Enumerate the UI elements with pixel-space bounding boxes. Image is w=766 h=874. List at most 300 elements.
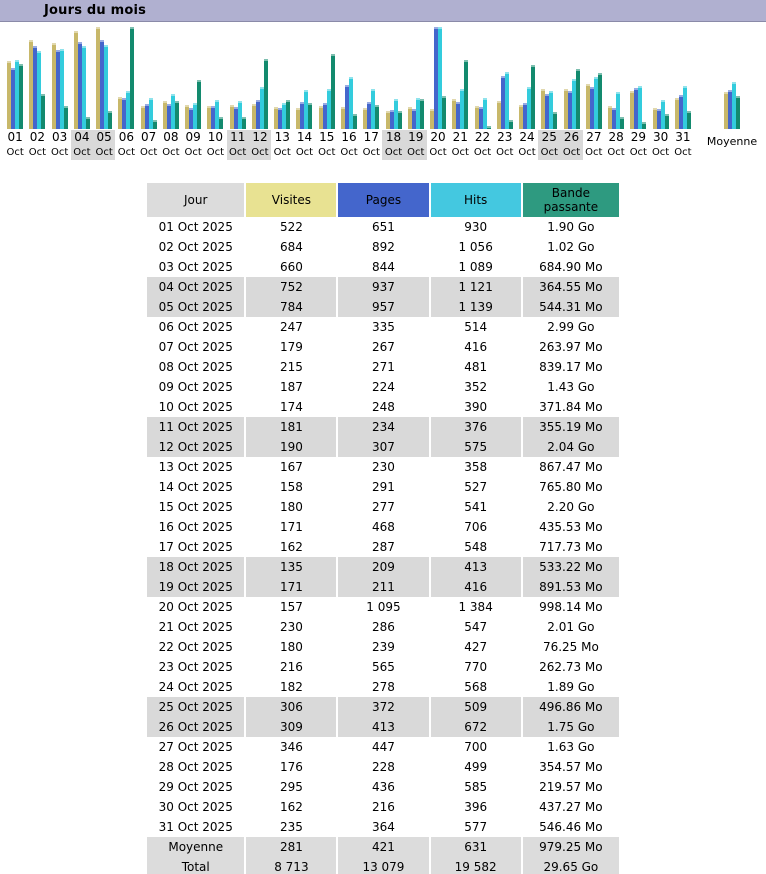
- table-body: [147, 217, 619, 874]
- cell-visites: 180: [279, 499, 303, 514]
- chart-x-label: [672, 130, 694, 160]
- chart-x-label-month: Oct: [251, 147, 269, 158]
- cell-visites: 346: [279, 739, 303, 754]
- chart-x-label-month: Oct: [229, 147, 247, 158]
- cell-hits: 1 056: [458, 239, 493, 254]
- chart-x-label-month: Oct: [140, 147, 158, 158]
- cell-hits: 499: [464, 759, 488, 774]
- summary-cell-pages: 421: [338, 837, 428, 857]
- cell-pages: 436: [371, 779, 395, 794]
- chart-bar-group: [382, 23, 404, 129]
- cell-pages: 286: [371, 619, 395, 634]
- cell-hits: 416: [464, 339, 488, 354]
- cell-visites: 235: [279, 819, 303, 834]
- chart-bar-bande-passante: [598, 23, 602, 129]
- chart-bar-bande-passante: [331, 23, 335, 129]
- chart-x-label: [583, 130, 605, 160]
- chart-bar-bande-passante: [576, 23, 580, 129]
- table-row: [147, 357, 619, 377]
- chart-plot-area: [4, 23, 694, 129]
- chart-x-label-month: Oct: [451, 147, 469, 158]
- column-header-pages[interactable]: Pages: [338, 183, 428, 217]
- cell-jour: 08 Oct 2025: [158, 359, 233, 374]
- cell-visites: 306: [246, 697, 336, 717]
- cell-visites: 180: [279, 639, 303, 654]
- chart-bar-bande-passante: [153, 23, 157, 129]
- cell-hits: 527: [464, 479, 488, 494]
- chart-x-label-month: Oct: [518, 147, 536, 158]
- cell-pages: 291: [371, 479, 395, 494]
- chart-x-label-day: 27: [586, 130, 602, 144]
- cell-pages: 277: [371, 499, 395, 514]
- chart-bars: [471, 23, 493, 129]
- cell-hits: 568: [464, 679, 488, 694]
- summary-cell-visites: 281: [246, 837, 336, 857]
- chart-x-label-month: Oct: [607, 147, 625, 158]
- cell-visites: 171: [246, 577, 336, 597]
- table-row: [147, 277, 619, 297]
- cell-hits: 577: [464, 819, 488, 834]
- page-title: Jours du mois: [44, 3, 147, 18]
- cell-visites: 181: [246, 417, 336, 437]
- chart-x-label-day: 06: [118, 130, 135, 144]
- chart-x-label: [649, 130, 671, 160]
- chart-bar-group: [405, 23, 427, 129]
- cell-visites: 182: [279, 679, 303, 694]
- cell-jour: 16 Oct 2025: [158, 519, 233, 534]
- chart-bars: [271, 23, 293, 129]
- chart-x-label-day: 31: [675, 130, 691, 144]
- chart-bars: [538, 23, 560, 129]
- cell-bande: 998.14 Mo: [539, 599, 603, 614]
- cell-visites: 684: [279, 239, 303, 254]
- chart-x-label-month: Oct: [73, 147, 91, 158]
- chart-bars: [338, 23, 360, 129]
- chart-bar-bande-passante: [398, 23, 402, 129]
- chart-x-label: [204, 130, 226, 160]
- cell-hits: 706: [464, 519, 488, 534]
- column-header-visites[interactable]: Visites: [246, 183, 336, 217]
- cell-hits: 376: [431, 417, 521, 437]
- chart-x-label-month: Oct: [496, 147, 514, 158]
- chart-bar-group: [360, 23, 382, 129]
- chart-x-label-day: 29: [630, 130, 646, 144]
- table-row: [147, 597, 619, 617]
- chart-x-label-day: 07: [141, 130, 157, 144]
- chart-bar-group: [427, 23, 449, 129]
- chart-bar-group: [471, 23, 493, 129]
- cell-hits: 390: [464, 399, 488, 414]
- table-row: [147, 577, 619, 597]
- chart-x-label: [271, 130, 293, 160]
- chart-bar-group: [249, 23, 271, 129]
- chart-x-label: [26, 130, 48, 160]
- table-summary-row: [147, 857, 619, 874]
- chart-x-label-day: 21: [452, 130, 468, 144]
- chart-bar-group: [338, 23, 360, 129]
- chart-bar-group: [160, 23, 182, 129]
- cell-jour: 31 Oct 2025: [158, 819, 233, 834]
- cell-bande: 839.17 Mo: [539, 359, 603, 374]
- cell-bande: 354.57 Mo: [539, 759, 603, 774]
- cell-jour: 02 Oct 2025: [158, 239, 233, 254]
- cell-jour: 12 Oct 2025: [147, 437, 244, 457]
- table-row: [147, 257, 619, 277]
- chart-x-label-day: 08: [163, 130, 179, 144]
- cell-bande: 546.46 Mo: [539, 819, 603, 834]
- cell-jour: 03 Oct 2025: [158, 259, 233, 274]
- cell-visites: 522: [279, 219, 303, 234]
- chart-x-label: [49, 130, 71, 160]
- chart-x-label: [71, 130, 93, 160]
- cell-visites: 230: [279, 619, 303, 634]
- cell-pages: 287: [371, 539, 395, 554]
- cell-pages: 372: [338, 697, 428, 717]
- cell-pages: 224: [371, 379, 395, 394]
- cell-pages: 271: [371, 359, 395, 374]
- cell-bande: 2.99 Go: [547, 319, 595, 334]
- chart-x-label: [627, 130, 649, 160]
- chart-x-label: [4, 130, 26, 160]
- cell-bande: 2.01 Go: [547, 619, 595, 634]
- cell-pages: 239: [371, 639, 395, 654]
- chart-bar-group: [93, 23, 115, 129]
- cell-bande: 76.25 Mo: [542, 639, 599, 654]
- table-row: [147, 477, 619, 497]
- table-row: [147, 757, 619, 777]
- cell-jour: 17 Oct 2025: [158, 539, 233, 554]
- chart-x-label: [427, 130, 449, 160]
- cell-hits: 548: [464, 539, 488, 554]
- chart-x-label-month: Oct: [273, 147, 291, 158]
- cell-jour: 22 Oct 2025: [158, 639, 233, 654]
- table-row: [147, 637, 619, 657]
- cell-bande: 1.89 Go: [547, 679, 595, 694]
- cell-pages: 209: [338, 557, 428, 577]
- table-row: [147, 217, 619, 237]
- chart-x-label-month: Oct: [117, 147, 136, 158]
- chart-x-label: [93, 130, 115, 160]
- chart-bar-bande-passante: [242, 23, 246, 129]
- cell-visites: 187: [279, 379, 303, 394]
- cell-jour: 20 Oct 2025: [158, 599, 233, 614]
- cell-jour: 28 Oct 2025: [158, 759, 233, 774]
- table-row: [147, 677, 619, 697]
- chart-x-label-day: 01: [7, 130, 23, 144]
- chart-bars: [449, 23, 471, 129]
- cell-hits: 700: [464, 739, 488, 754]
- chart-bar-group: [316, 23, 338, 129]
- chart-bar-group: [449, 23, 471, 129]
- cell-bande: 1.02 Go: [547, 239, 595, 254]
- chart-x-label-day: 26: [563, 130, 580, 144]
- days-of-month-table: [145, 183, 621, 874]
- section-title-bar: [0, 0, 766, 22]
- days-of-month-chart: [0, 23, 766, 165]
- chart-bar-bande-passante: [19, 23, 23, 129]
- cell-jour: 27 Oct 2025: [158, 739, 233, 754]
- cell-hits: 416: [431, 577, 521, 597]
- column-header-hits[interactable]: Hits: [431, 183, 521, 217]
- chart-x-label-day: 25: [541, 130, 557, 144]
- chart-x-label-month: Oct: [295, 147, 314, 158]
- summary-cell-bande: 979.25 Mo: [523, 837, 619, 857]
- table-row: [147, 617, 619, 637]
- cell-visites: 176: [279, 759, 303, 774]
- summary-cell-jour: Moyenne: [147, 837, 244, 857]
- cell-pages: 447: [371, 739, 395, 754]
- chart-average-bars: [700, 23, 764, 129]
- cell-bande: 684.90 Mo: [539, 259, 603, 274]
- days-of-month-table-wrap: [145, 183, 621, 874]
- cell-jour: 24 Oct 2025: [158, 679, 233, 694]
- cell-pages: 844: [371, 259, 395, 274]
- cell-visites: 179: [279, 339, 303, 354]
- cell-jour: 10 Oct 2025: [158, 399, 233, 414]
- chart-x-label-month: Oct: [674, 147, 692, 158]
- chart-bar-bande-passante: [642, 23, 646, 129]
- chart-x-label-month: Oct: [50, 147, 69, 158]
- chart-x-label-month: Oct: [206, 147, 225, 158]
- chart-x-label: [182, 130, 204, 160]
- cell-visites: 215: [279, 359, 303, 374]
- chart-x-label: [605, 130, 627, 160]
- cell-hits: 547: [464, 619, 488, 634]
- chart-x-label-month: Oct: [184, 147, 202, 158]
- cell-jour: 23 Oct 2025: [158, 659, 233, 674]
- chart-bar-bande-passante: [420, 23, 424, 129]
- cell-pages: 248: [371, 399, 395, 414]
- chart-x-label-day: 03: [52, 130, 68, 144]
- chart-bar-group: [4, 23, 26, 129]
- cell-bande: 891.53 Mo: [523, 577, 619, 597]
- chart-x-label-day: 17: [363, 130, 379, 144]
- chart-bars: [627, 23, 649, 129]
- cell-jour: 30 Oct 2025: [158, 799, 233, 814]
- chart-bar-group: [271, 23, 293, 129]
- chart-x-label-day: 23: [497, 130, 513, 144]
- cell-visites: 190: [246, 437, 336, 457]
- cell-hits: 1 384: [458, 599, 493, 614]
- chart-bars: [316, 23, 338, 129]
- chart-bars: [249, 23, 271, 129]
- cell-bande: 435.53 Mo: [539, 519, 603, 534]
- table-row: [147, 557, 619, 577]
- chart-bars: [204, 23, 226, 129]
- chart-bars: [494, 23, 516, 129]
- cell-jour: 21 Oct 2025: [158, 619, 233, 634]
- chart-x-label: [160, 130, 182, 160]
- table-row: [147, 297, 619, 317]
- cell-pages: 278: [371, 679, 395, 694]
- cell-pages: 892: [371, 239, 395, 254]
- cell-bande: 263.97 Mo: [539, 339, 603, 354]
- chart-bar-bande-passante: [487, 23, 491, 129]
- cell-pages: 211: [338, 577, 428, 597]
- chart-bars: [360, 23, 382, 129]
- chart-x-label-day: 19: [408, 130, 424, 144]
- table-row: [147, 737, 619, 757]
- chart-bar-bande-passante: [665, 23, 669, 129]
- chart-x-label: [471, 130, 493, 160]
- chart-bar-group: [583, 23, 605, 129]
- cell-jour: 11 Oct 2025: [147, 417, 244, 437]
- chart-x-label-month: Oct: [384, 147, 403, 158]
- chart-x-label-day: 14: [296, 130, 313, 144]
- chart-bar-bande-passante: [130, 23, 134, 129]
- chart-bar-group: [672, 23, 694, 129]
- chart-x-label: [449, 130, 471, 160]
- cell-visites: 157: [279, 599, 303, 614]
- chart-x-label-month: Oct: [28, 147, 47, 158]
- chart-bar-group: [560, 23, 582, 129]
- chart-bar-group: [494, 23, 516, 129]
- column-header-jour[interactable]: Jour: [147, 183, 244, 217]
- chart-x-label-month: Oct: [318, 147, 336, 158]
- table-row: [147, 377, 619, 397]
- chart-x-label: [382, 130, 404, 160]
- chart-x-label-month: Oct: [651, 147, 670, 158]
- chart-bar-bande-passante: [286, 23, 290, 129]
- chart-bars: [49, 23, 71, 129]
- cell-jour: 19 Oct 2025: [147, 577, 244, 597]
- cell-hits: 770: [464, 659, 488, 674]
- cell-jour: 09 Oct 2025: [158, 379, 233, 394]
- chart-x-label-month: Oct: [95, 147, 113, 158]
- chart-bar-group: [627, 23, 649, 129]
- chart-bar-group: [227, 23, 249, 129]
- cell-hits: 352: [464, 379, 488, 394]
- chart-x-label-day: 16: [341, 130, 357, 144]
- cell-hits: 1 121: [431, 277, 521, 297]
- chart-bar-bande-passante: [553, 23, 557, 129]
- cell-hits: 1 089: [458, 259, 493, 274]
- chart-bars: [516, 23, 538, 129]
- chart-bar-group: [605, 23, 627, 129]
- chart-x-label-day: 05: [96, 130, 112, 144]
- chart-x-label-day: 09: [185, 130, 201, 144]
- table-row: [147, 537, 619, 557]
- cell-visites: 135: [246, 557, 336, 577]
- table-row: [147, 717, 619, 737]
- table-row: [147, 497, 619, 517]
- chart-x-label-day: 13: [274, 130, 290, 144]
- cell-jour: 06 Oct 2025: [158, 319, 233, 334]
- cell-pages: 937: [338, 277, 428, 297]
- cell-visites: 167: [279, 459, 303, 474]
- cell-hits: 358: [464, 459, 488, 474]
- cell-hits: 509: [431, 697, 521, 717]
- chart-bar-bande-passante: [41, 23, 45, 129]
- chart-x-label-month: Oct: [540, 147, 558, 158]
- cell-bande: 1.90 Go: [547, 219, 595, 234]
- chart-x-label-month: Oct: [429, 147, 447, 158]
- cell-pages: 651: [371, 219, 395, 234]
- cell-hits: 514: [464, 319, 488, 334]
- cell-jour: 15 Oct 2025: [158, 499, 233, 514]
- chart-bar-group: [26, 23, 48, 129]
- chart-bar-bande-passante: [264, 23, 268, 129]
- chart-x-label-day: 28: [608, 130, 624, 144]
- cell-visites: 309: [246, 717, 336, 737]
- cell-bande: 1.75 Go: [523, 717, 619, 737]
- cell-jour: 18 Oct 2025: [147, 557, 244, 577]
- table-row: [147, 697, 619, 717]
- chart-bars: [182, 23, 204, 129]
- chart-x-label-month: Oct: [162, 147, 180, 158]
- cell-visites: 162: [279, 539, 303, 554]
- chart-bar-bande-passante: [308, 23, 312, 129]
- chart-x-label-day: 02: [29, 130, 46, 144]
- cell-hits: 481: [464, 359, 488, 374]
- cell-visites: 247: [279, 319, 303, 334]
- cell-jour: 13 Oct 2025: [158, 459, 233, 474]
- chart-x-label: [293, 130, 315, 160]
- chart-x-label: [560, 130, 582, 160]
- chart-bars: [4, 23, 26, 129]
- chart-x-label: [494, 130, 516, 160]
- cell-bande: 2.20 Go: [547, 499, 595, 514]
- chart-x-label-month: Oct: [585, 147, 603, 158]
- cell-pages: 234: [338, 417, 428, 437]
- chart-x-label-month: Oct: [473, 147, 492, 158]
- cell-bande: 355.19 Mo: [523, 417, 619, 437]
- table-row: [147, 457, 619, 477]
- cell-bande: 533.22 Mo: [523, 557, 619, 577]
- table-row: [147, 417, 619, 437]
- cell-bande: 867.47 Mo: [539, 459, 603, 474]
- cell-visites: 660: [279, 259, 303, 274]
- summary-cell-hits: 631: [431, 837, 521, 857]
- chart-bar-group: [538, 23, 560, 129]
- chart-x-label: [249, 130, 271, 160]
- cell-jour: 04 Oct 2025: [147, 277, 244, 297]
- chart-bar-group: [71, 23, 93, 129]
- chart-bar-bande-passante: [620, 23, 624, 129]
- cell-jour: 05 Oct 2025: [147, 297, 244, 317]
- cell-bande: 437.27 Mo: [539, 799, 603, 814]
- chart-bar-group: [138, 23, 160, 129]
- cell-bande: 364.55 Mo: [523, 277, 619, 297]
- chart-bars: [672, 23, 694, 129]
- cell-bande: 1.63 Go: [547, 739, 595, 754]
- cell-pages: 267: [371, 339, 395, 354]
- chart-bar-group: [204, 23, 226, 129]
- chart-x-label-month: Oct: [562, 147, 581, 158]
- cell-jour: 25 Oct 2025: [147, 697, 244, 717]
- table-row: [147, 657, 619, 677]
- chart-x-label: [538, 130, 560, 160]
- chart-bar-group: [516, 23, 538, 129]
- summary-cell-pages: 13 079: [338, 857, 428, 874]
- summary-cell-hits: 19 582: [431, 857, 521, 874]
- chart-bars: [405, 23, 427, 129]
- chart-x-label-month: Oct: [6, 147, 24, 158]
- chart-x-label: [516, 130, 538, 160]
- table-row: [147, 237, 619, 257]
- chart-average-label: Moyenne: [706, 135, 758, 148]
- column-header-bande-passante[interactable]: Bande passante: [523, 183, 619, 217]
- chart-bars: [138, 23, 160, 129]
- cell-visites: 295: [279, 779, 303, 794]
- chart-x-label-day: 18: [385, 130, 402, 144]
- table-header-row: [147, 183, 619, 217]
- cell-pages: 228: [371, 759, 395, 774]
- chart-bars: [649, 23, 671, 129]
- cell-visites: 171: [279, 519, 303, 534]
- cell-pages: 413: [338, 717, 428, 737]
- cell-bande: 371.84 Mo: [539, 399, 603, 414]
